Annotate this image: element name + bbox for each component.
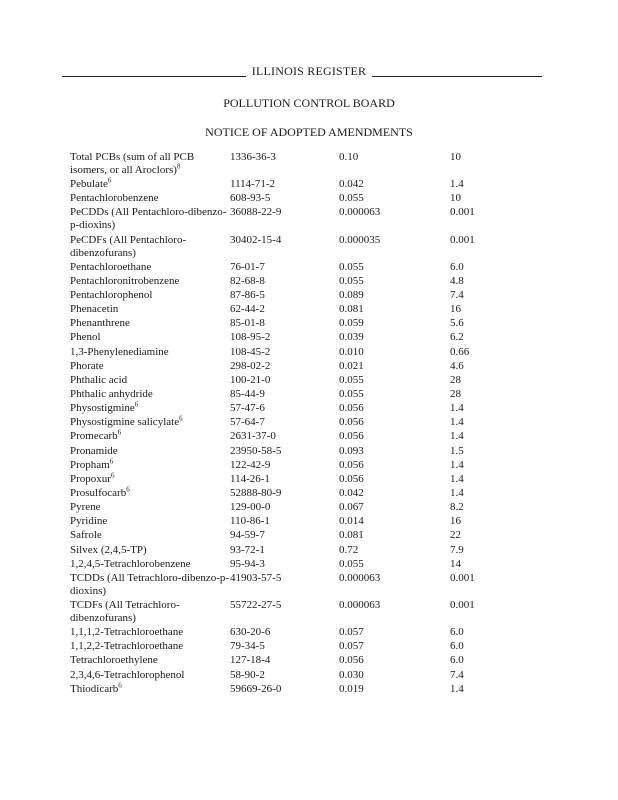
wastewater-standard: 0.10 — [339, 151, 359, 163]
nonwastewater-standard: 7.9 — [450, 543, 464, 556]
constituent-name — [70, 402, 230, 416]
wastewater-standard: 0.055 — [339, 373, 364, 386]
cas-number: 57-47-6 — [230, 402, 265, 415]
table-row — [70, 572, 530, 599]
constituent-name-text: Promecarb — [70, 430, 118, 443]
wastewater-standard: 0.057 — [339, 640, 364, 653]
constituent-name — [70, 572, 230, 599]
nonwastewater-standard: 8.2 — [450, 501, 464, 514]
constituent-name — [70, 261, 230, 275]
nonwastewater-standard: 28 — [450, 373, 461, 386]
nonwastewater-standard: 6.0 — [450, 260, 464, 273]
notice-title: NOTICE OF ADOPTED AMENDMENTS — [205, 125, 413, 139]
cas-number: 122-42-9 — [230, 458, 271, 471]
constituent-name — [70, 473, 230, 487]
constituent-name — [70, 416, 230, 430]
constituent-name-text: Phenol — [70, 331, 101, 344]
table-row — [70, 402, 530, 416]
constituent-name — [70, 558, 230, 572]
footnote-marker: 6 — [126, 485, 130, 494]
table-row — [70, 487, 530, 501]
constituent-name-text: Physostigmine — [70, 402, 135, 415]
wastewater-standard: 0.056 — [339, 402, 364, 415]
cas-number: 52888-80-9 — [230, 486, 282, 499]
cas-number: 85-44-9 — [230, 387, 265, 400]
constituent-name — [70, 289, 230, 303]
table-row — [70, 501, 530, 515]
table-row — [70, 654, 530, 668]
table-row — [70, 445, 530, 459]
nonwastewater-standard: 1.4 — [450, 682, 464, 695]
nonwastewater-standard: 6.0 — [450, 640, 464, 653]
cas-number: 82-68-8 — [230, 274, 265, 287]
cas-number: 94-59-7 — [230, 529, 265, 542]
cas-number: 95-94-3 — [230, 557, 265, 570]
cas-number: 298-02-2 — [230, 359, 271, 372]
nonwastewater-standard: 1.4 — [450, 430, 464, 443]
constituent-name — [70, 515, 230, 529]
constituent-name — [70, 445, 230, 459]
wastewater-standard: 0.081 — [339, 529, 364, 542]
cas-number: 630-20-6 — [230, 626, 271, 639]
wastewater-standard: 0.055 — [339, 387, 364, 400]
table-row — [70, 640, 530, 654]
register-title-text: ILLINOIS REGISTER — [246, 64, 372, 78]
constituent-name — [70, 640, 230, 654]
constituent-name-text: Phenanthrene — [70, 317, 130, 330]
wastewater-standard: 0.056 — [339, 458, 364, 471]
constituent-name-text: Pentachlorobenzene — [70, 192, 159, 205]
table-row — [70, 303, 530, 317]
constituent-name — [70, 178, 230, 192]
constituent-name — [70, 360, 230, 374]
nonwastewater-standard: 4.6 — [450, 359, 464, 372]
constituent-name — [70, 669, 230, 683]
constituent-name — [70, 317, 230, 331]
table-row — [70, 317, 530, 331]
nonwastewater-standard: 6.2 — [450, 331, 464, 344]
footnote-marker: 6 — [107, 176, 112, 185]
constituent-name-text: Phenacetin — [70, 303, 119, 316]
constituent-name-text: TCDFs (All Tetrachloro-dibenzofurans) — [70, 598, 180, 624]
constituent-name-text: Physostigmine salicylate — [70, 416, 180, 429]
wastewater-standard: 0.067 — [339, 501, 364, 514]
wastewater-standard: 0.056 — [339, 430, 364, 443]
wastewater-standard: 0.030 — [339, 668, 364, 681]
wastewater-standard: 0.089 — [339, 288, 364, 301]
nonwastewater-standard: 10 — [450, 151, 461, 163]
wastewater-standard: 0.057 — [339, 626, 364, 639]
table-row — [70, 558, 530, 572]
constituent-name — [70, 626, 230, 640]
cas-number: 93-72-1 — [230, 543, 265, 556]
constituent-name-text: 1,3-Phenylenediamine — [70, 345, 169, 358]
nonwastewater-standard: 16 — [450, 303, 461, 316]
table-row — [70, 416, 530, 430]
table-row — [70, 360, 530, 374]
footnote-marker: 6 — [179, 414, 183, 423]
constituent-name — [70, 544, 230, 558]
footnote-marker: 8 — [176, 162, 181, 171]
cas-number: 36088-22-9 — [230, 206, 282, 219]
cas-number: 1114-71-2 — [230, 178, 276, 191]
table-row — [70, 459, 530, 473]
cas-number: 59669-26-0 — [230, 682, 282, 695]
wastewater-standard: 0.000063 — [339, 571, 381, 584]
constituent-name-text: Thiodicarb — [70, 682, 119, 695]
table-row — [70, 261, 530, 275]
table-row — [70, 346, 530, 360]
constituent-name-text: Phthalic anhydride — [70, 387, 153, 400]
cas-number: 100-21-0 — [230, 373, 271, 386]
footnote-marker: 6 — [117, 428, 122, 437]
nonwastewater-standard: 7.4 — [450, 668, 464, 681]
constituent-name — [70, 680, 230, 697]
cas-number: 55722-27-5 — [230, 598, 282, 611]
table-row — [70, 669, 530, 683]
nonwastewater-standard: 0.001 — [450, 233, 475, 246]
table-row — [70, 599, 530, 626]
nonwastewater-standard: 6.0 — [450, 654, 464, 667]
table-row — [70, 430, 530, 444]
footnote-marker: 6 — [134, 400, 139, 409]
constituent-name-text: Safrole — [70, 529, 102, 542]
footnote-marker: 6 — [109, 457, 114, 466]
nonwastewater-standard: 1.4 — [450, 458, 464, 471]
nonwastewater-standard: 1.4 — [450, 472, 464, 485]
constituent-table — [70, 151, 530, 697]
wastewater-standard: 0.056 — [339, 472, 364, 485]
footnote-marker: 6 — [110, 471, 115, 480]
nonwastewater-standard: 4.8 — [450, 274, 464, 287]
wastewater-standard: 0.093 — [339, 444, 364, 457]
table-row — [70, 473, 530, 487]
wastewater-standard: 0.055 — [339, 557, 364, 570]
wastewater-standard: 0.055 — [339, 260, 364, 273]
table-row — [70, 626, 530, 640]
table-row — [70, 544, 530, 558]
cas-number: 108-95-2 — [230, 331, 271, 344]
nonwastewater-standard: 22 — [450, 529, 461, 542]
constituent-name-text: 2,3,4,6-Tetrachlorophenol — [70, 668, 185, 681]
cas-number: 108-45-2 — [230, 345, 271, 358]
table-row — [70, 515, 530, 529]
constituent-name — [70, 430, 230, 444]
cas-number: 23950-58-5 — [230, 444, 282, 457]
register-title — [0, 64, 618, 79]
constituent-name-text: Propoxur — [70, 472, 111, 485]
cas-number: 79-34-5 — [230, 640, 265, 653]
constituent-name-text: Pronamide — [70, 444, 118, 457]
constituent-name — [70, 331, 230, 345]
constituent-name — [70, 487, 230, 501]
wastewater-standard: 0.056 — [339, 416, 364, 429]
table-row — [70, 529, 530, 543]
table-row — [70, 331, 530, 345]
cas-number: 2631-37-0 — [230, 430, 276, 443]
table-row — [70, 374, 530, 388]
cas-number: 1336-36-3 — [230, 151, 276, 163]
nonwastewater-standard: 16 — [450, 515, 461, 528]
cas-number: 62-44-2 — [230, 303, 265, 316]
constituent-name-text: Pyridine — [70, 515, 108, 528]
table-row — [70, 275, 530, 289]
constituent-name — [70, 151, 230, 178]
table-row — [70, 289, 530, 303]
constituent-name-text: 1,2,4,5-Tetrachlorobenzene — [70, 557, 191, 570]
nonwastewater-standard: 0.66 — [450, 345, 470, 358]
constituent-name-text: Tetrachloroethylene — [70, 654, 158, 667]
nonwastewater-standard: 0.001 — [450, 571, 475, 584]
constituent-name — [70, 374, 230, 388]
constituent-name-text: Prosulfocarb — [70, 486, 127, 499]
table-body — [70, 151, 530, 697]
cas-number: 57-64-7 — [230, 416, 265, 429]
constituent-name — [70, 529, 230, 543]
table-row — [70, 234, 530, 261]
cas-number: 85-01-8 — [230, 317, 265, 330]
constituent-name — [70, 599, 230, 626]
constituent-name — [70, 275, 230, 289]
cas-number: 30402-15-4 — [230, 233, 282, 246]
nonwastewater-standard: 7.4 — [450, 288, 464, 301]
nonwastewater-standard: 28 — [450, 387, 461, 400]
constituent-name-text: Phorate — [70, 359, 104, 372]
constituent-name — [70, 234, 230, 261]
wastewater-standard: 0.000063 — [339, 206, 381, 219]
cas-number: 608-93-5 — [230, 192, 271, 205]
wastewater-standard: 0.014 — [339, 515, 364, 528]
nonwastewater-standard: 1.4 — [450, 416, 464, 429]
nonwastewater-standard: 5.6 — [450, 317, 464, 330]
cas-number: 114-26-1 — [230, 472, 270, 485]
wastewater-standard: 0.019 — [339, 682, 364, 695]
constituent-name-text: PeCDFs (All Pentachloro-dibenzofurans) — [70, 233, 187, 259]
footnote-marker: 6 — [118, 680, 122, 689]
cas-number: 76-01-7 — [230, 260, 265, 273]
wastewater-standard: 0.72 — [339, 543, 359, 556]
cas-number: 110-86-1 — [230, 515, 270, 528]
wastewater-standard: 0.055 — [339, 192, 364, 205]
constituent-name — [70, 654, 230, 668]
constituent-name-text: 1,1,1,2-Tetrachloroethane — [70, 626, 184, 639]
constituent-name-text: Pyrene — [70, 501, 101, 514]
constituent-name — [70, 192, 230, 206]
table-row — [70, 683, 530, 697]
constituent-name-text: Propham — [70, 458, 110, 471]
wastewater-standard: 0.000035 — [339, 233, 381, 246]
constituent-name-text: 1,1,2,2-Tetrachloroethane — [70, 640, 184, 653]
constituent-name — [70, 388, 230, 402]
constituent-name-text: PeCDDs (All Pentachloro-dibenzo-p-dioxins) — [70, 206, 227, 232]
table-row — [70, 206, 530, 233]
nonwastewater-standard: 1.5 — [450, 444, 464, 457]
constituent-name — [70, 501, 230, 515]
constituent-name — [70, 346, 230, 360]
table-row — [70, 151, 530, 178]
nonwastewater-standard: 0.001 — [450, 598, 475, 611]
constituent-name-text: Pentachloroethane — [70, 260, 152, 273]
nonwastewater-standard: 6.0 — [450, 626, 464, 639]
wastewater-standard: 0.042 — [339, 486, 364, 499]
nonwastewater-standard: 1.4 — [450, 178, 464, 191]
wastewater-standard: 0.000063 — [339, 598, 381, 611]
cas-number: 87-86-5 — [230, 288, 265, 301]
constituent-name — [70, 206, 230, 233]
constituent-name-text: Pentachloronitrobenzene — [70, 274, 180, 287]
wastewater-standard: 0.042 — [339, 178, 364, 191]
nonwastewater-standard: 1.4 — [450, 486, 464, 499]
wastewater-standard: 0.021 — [339, 359, 364, 372]
wastewater-standard: 0.039 — [339, 331, 364, 344]
nonwastewater-standard: 1.4 — [450, 402, 464, 415]
constituent-name-text: Pebulate — [70, 178, 108, 191]
constituent-name-text: Silvex (2,4,5-TP) — [70, 543, 147, 556]
constituent-name — [70, 459, 230, 473]
constituent-name-text: Total PCBs (sum of all PCB isomers, or all Aroclors) — [70, 151, 195, 176]
nonwastewater-standard: 14 — [450, 557, 461, 570]
table-row — [70, 388, 530, 402]
nonwastewater-standard: 10 — [450, 192, 461, 205]
cas-number: 127-18-4 — [230, 654, 271, 667]
cas-number: 58-90-2 — [230, 668, 265, 681]
wastewater-standard: 0.056 — [339, 654, 364, 667]
cas-number: 41903-57-5 — [230, 571, 282, 584]
constituent-name — [70, 303, 230, 317]
wastewater-standard: 0.055 — [339, 274, 364, 287]
wastewater-standard: 0.010 — [339, 345, 364, 358]
table-row — [70, 178, 530, 192]
wastewater-standard: 0.059 — [339, 317, 364, 330]
board-title: POLLUTION CONTROL BOARD — [223, 96, 395, 110]
constituent-name-text: Pentachlorophenol — [70, 288, 153, 301]
constituent-name-text: Phthalic acid — [70, 373, 128, 386]
constituent-name-text: TCDDs (All Tetrachloro-dibenzo-p-dioxins) — [70, 571, 230, 597]
cas-number: 129-00-0 — [230, 501, 271, 514]
table-row — [70, 192, 530, 206]
nonwastewater-standard: 0.001 — [450, 206, 475, 219]
wastewater-standard: 0.081 — [339, 303, 364, 316]
